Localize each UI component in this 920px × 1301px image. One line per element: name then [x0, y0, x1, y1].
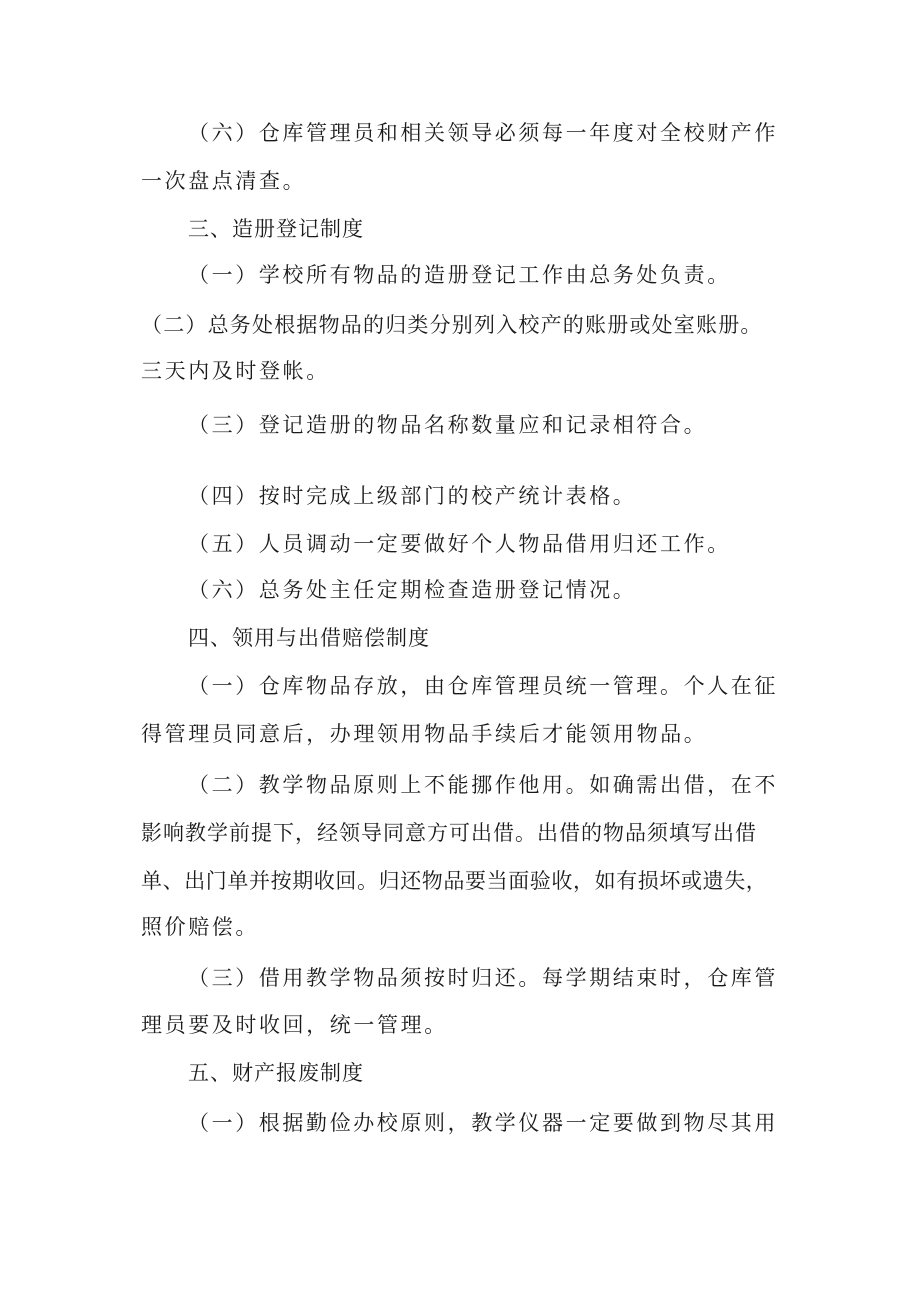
paragraph-line: （一）学校所有物品的造册登记工作由总务处负责。: [188, 263, 731, 287]
paragraph-line: （二）教学物品原则上不能挪作他用。如确需出借，在不: [188, 773, 778, 797]
paragraph-line: （五）人员调动一定要做好个人物品借用归还工作。: [188, 532, 731, 556]
paragraph-line: （四）按时完成上级部门的校产统计表格。: [188, 484, 637, 508]
paragraph-line: （三）借用教学物品须按时归还。每学期结束时，仓库管: [188, 966, 778, 990]
paragraph-line: 理员要及时收回，统一管理。: [141, 1013, 448, 1037]
paragraph-line: （一）仓库物品存放，由仓库管理员统一管理。个人在征: [188, 674, 778, 698]
paragraph-line: 影响教学前提下，经领导同意方可出借。出借的物品须填写出借: [141, 821, 757, 845]
paragraph-line: 照价赔偿。: [141, 915, 259, 939]
section-heading: 五、财产报废制度: [188, 1061, 364, 1085]
paragraph-line: 单、出门单并按期收回。归还物品要当面验收，如有损坏或遗失，: [141, 869, 768, 893]
paragraph-line: 三天内及时登帐。: [141, 359, 330, 383]
section-heading: 四、领用与出借赔偿制度: [188, 626, 430, 650]
paragraph-line: （三）登记造册的物品名称数量应和记录相符合。: [188, 413, 708, 437]
paragraph-line: （六）总务处主任定期检查造册登记情况。: [188, 578, 637, 602]
paragraph-line: 得管理员同意后，办理领用物品手续后才能领用物品。: [141, 722, 708, 746]
section-heading: 三、造册登记制度: [188, 217, 364, 241]
paragraph-line: （二）总务处根据物品的归类分别列入校产的账册或处室账册。: [141, 313, 763, 337]
paragraph-line: 一次盘点清查。: [141, 169, 307, 193]
paragraph-line: （一）根据勤俭办校原则，教学仪器一定要做到物尽其用: [188, 1111, 778, 1135]
paragraph-line: （六）仓库管理员和相关领导必须每一年度对全校财产作: [188, 121, 778, 145]
